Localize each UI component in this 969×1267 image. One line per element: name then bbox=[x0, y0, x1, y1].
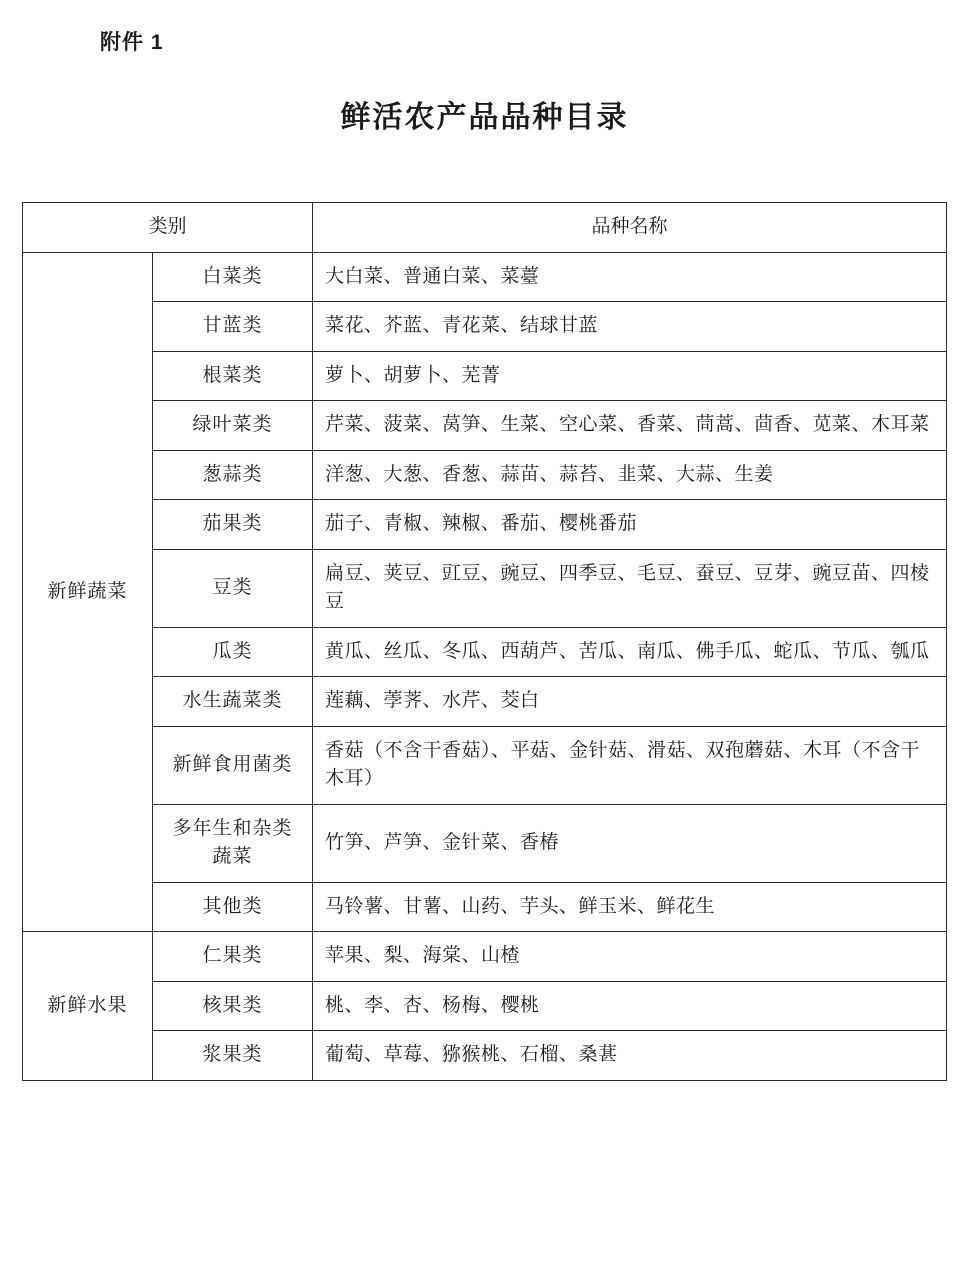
variety-items-cell: 大白菜、普通白菜、菜薹 bbox=[313, 252, 947, 302]
category-sub-cell: 浆果类 bbox=[153, 1031, 313, 1081]
catalog-table bbox=[22, 202, 947, 1081]
category-sub-cell: 新鲜食用菌类 bbox=[153, 726, 313, 804]
category-sub-cell: 其他类 bbox=[153, 882, 313, 932]
table-row bbox=[23, 981, 947, 1031]
variety-items-cell: 萝卜、胡萝卜、芜菁 bbox=[313, 351, 947, 401]
table-row bbox=[23, 1031, 947, 1081]
table-header bbox=[23, 203, 947, 253]
variety-items-cell: 菜花、芥蓝、青花菜、结球甘蓝 bbox=[313, 302, 947, 352]
variety-items-cell: 黄瓜、丝瓜、冬瓜、西葫芦、苦瓜、南瓜、佛手瓜、蛇瓜、节瓜、瓠瓜 bbox=[313, 627, 947, 677]
variety-items-cell: 马铃薯、甘薯、山药、芋头、鲜玉米、鲜花生 bbox=[313, 882, 947, 932]
variety-items-cell: 茄子、青椒、辣椒、番茄、樱桃番茄 bbox=[313, 500, 947, 550]
category-sub-cell: 仁果类 bbox=[153, 932, 313, 982]
table-row bbox=[23, 932, 947, 982]
variety-items-cell: 芹菜、菠菜、莴笋、生菜、空心菜、香菜、茼蒿、茴香、苋菜、木耳菜 bbox=[313, 401, 947, 451]
category-sub-cell: 甘蓝类 bbox=[153, 302, 313, 352]
table-header-row bbox=[23, 203, 947, 253]
table-row bbox=[23, 882, 947, 932]
table-row bbox=[23, 252, 947, 302]
category-sub-cell: 瓜类 bbox=[153, 627, 313, 677]
table-row bbox=[23, 450, 947, 500]
page-title: 鲜活农产品品种目录 bbox=[340, 101, 629, 134]
table-row bbox=[23, 302, 947, 352]
variety-items-cell: 香菇（不含干香菇）、平菇、金针菇、滑菇、双孢蘑菇、木耳（不含干木耳） bbox=[313, 726, 947, 804]
column-header-category: 类别 bbox=[23, 203, 313, 253]
table-row bbox=[23, 549, 947, 627]
variety-items-cell: 洋葱、大葱、香葱、蒜苗、蒜苔、韭菜、大蒜、生姜 bbox=[313, 450, 947, 500]
variety-items-cell: 竹笋、芦笋、金针菜、香椿 bbox=[313, 804, 947, 882]
table-body bbox=[23, 252, 947, 1080]
category-sub-cell: 茄果类 bbox=[153, 500, 313, 550]
category-group-cell: 新鲜蔬菜 bbox=[23, 252, 153, 932]
variety-items-cell: 桃、李、杏、杨梅、樱桃 bbox=[313, 981, 947, 1031]
variety-items-cell: 扁豆、荚豆、豇豆、豌豆、四季豆、毛豆、蚕豆、豆芽、豌豆苗、四棱豆 bbox=[313, 549, 947, 627]
category-sub-cell: 多年生和杂类蔬菜 bbox=[153, 804, 313, 882]
table-row bbox=[23, 677, 947, 727]
category-group-cell: 新鲜水果 bbox=[23, 932, 153, 1081]
category-sub-cell: 核果类 bbox=[153, 981, 313, 1031]
attachment-label: 附件 1 bbox=[100, 31, 164, 54]
category-sub-cell: 根菜类 bbox=[153, 351, 313, 401]
table-row bbox=[23, 627, 947, 677]
table-row bbox=[23, 401, 947, 451]
variety-items-cell: 莲藕、荸荠、水芹、茭白 bbox=[313, 677, 947, 727]
category-sub-cell: 水生蔬菜类 bbox=[153, 677, 313, 727]
table-row bbox=[23, 351, 947, 401]
category-sub-cell: 豆类 bbox=[153, 549, 313, 627]
category-sub-cell: 葱蒜类 bbox=[153, 450, 313, 500]
table-row bbox=[23, 500, 947, 550]
variety-items-cell: 苹果、梨、海棠、山楂 bbox=[313, 932, 947, 982]
table-row bbox=[23, 726, 947, 804]
category-sub-cell: 绿叶菜类 bbox=[153, 401, 313, 451]
variety-items-cell: 葡萄、草莓、猕猴桃、石榴、桑葚 bbox=[313, 1031, 947, 1081]
column-header-variety: 品种名称 bbox=[313, 203, 947, 253]
category-sub-cell: 白菜类 bbox=[153, 252, 313, 302]
table-row bbox=[23, 804, 947, 882]
